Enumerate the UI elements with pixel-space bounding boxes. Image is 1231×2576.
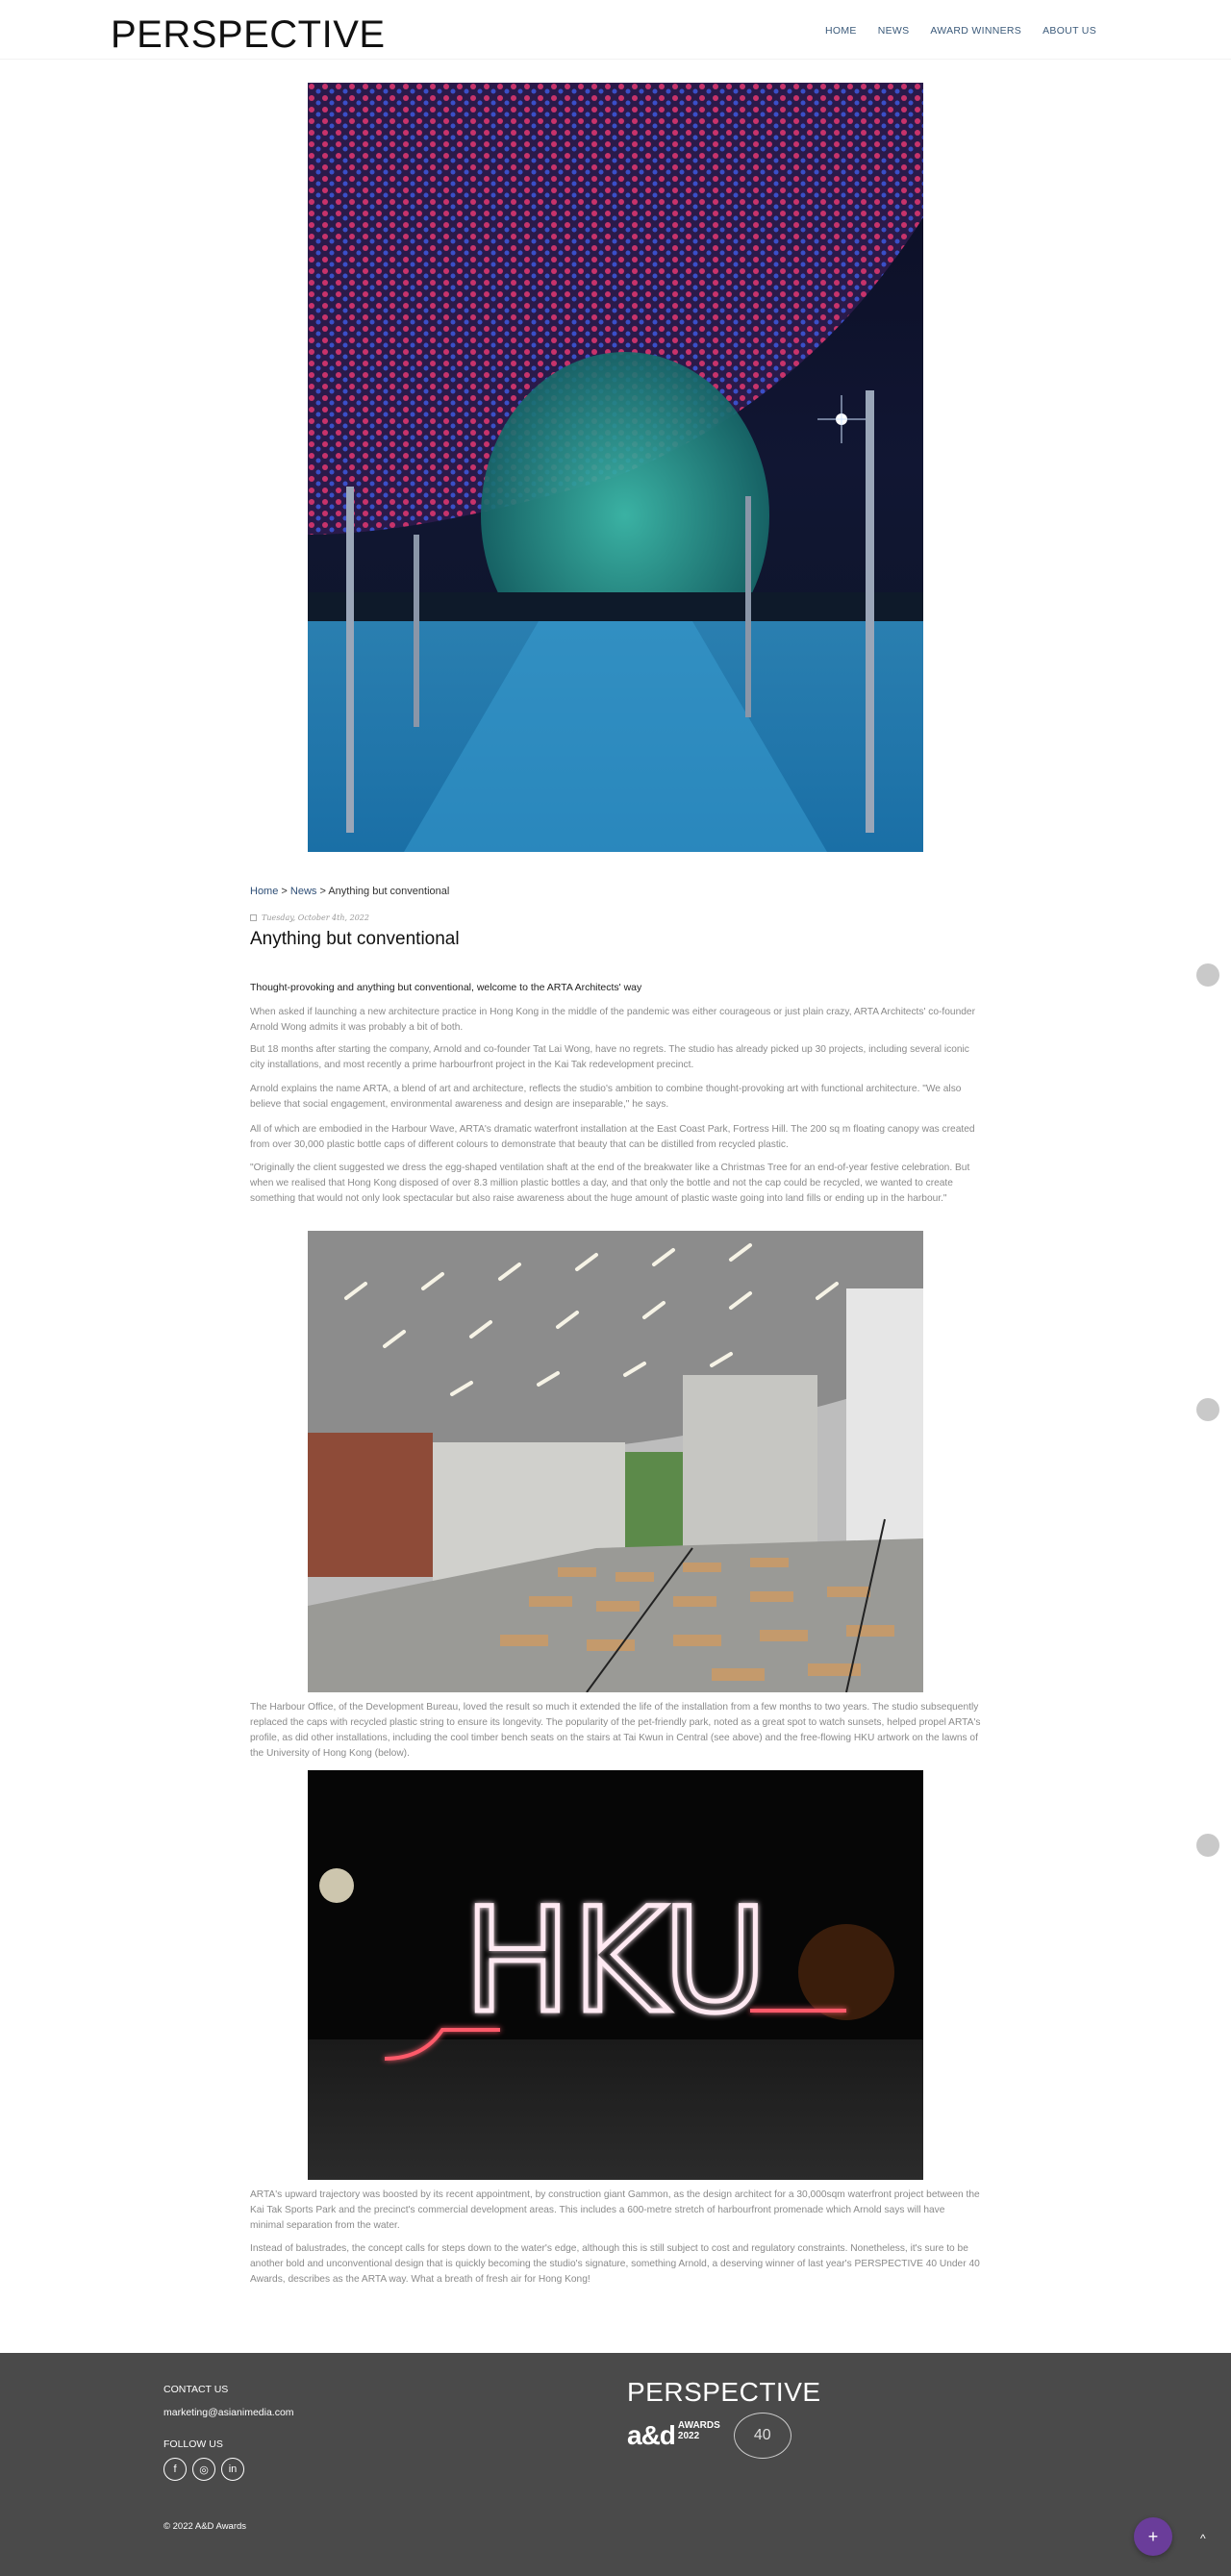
footer-email-link[interactable]: marketing@asianimedia.com	[163, 2407, 294, 2418]
article-paragraph: But 18 months after starting the company, Arnold and co-founder Tat Lai Wong, have no regrets. The studio has already picked up 30 projects, including several iconic city installations, and most recently a prime harbourfront project in the Kai Tak redevelopment precinct.	[250, 1044, 969, 1070]
breadcrumb	[250, 886, 981, 897]
calendar-icon	[250, 914, 257, 921]
article-paragraph: ARTA's upward trajectory was boosted by its recent appointment, by construction giant Gammon, as the design architect for a 30,000sqm waterfront project between the Kai Tak Sports Park and the precinct's commercial development areas. This includes a 600-metre stretch of harbourfront promenade which Arnold says will have minimal separation from the water.	[250, 2189, 980, 2231]
site-footer	[0, 2353, 1231, 2576]
site-logo[interactable]: PERSPECTIVE	[111, 13, 386, 56]
article-image-tai-kwun	[308, 1231, 923, 1692]
footer-awards-logos	[627, 2413, 791, 2459]
article-date-text: Tuesday, October 4th, 2022	[262, 913, 369, 922]
floating-action-button[interactable]: +	[1134, 2517, 1172, 2556]
scroll-marker[interactable]	[1196, 1398, 1219, 1421]
nav-award-winners[interactable]: AWARD WINNERS	[930, 25, 1022, 37]
article-paragraph: Arnold explains the name ARTA, a blend of art and architecture, reflects the studio's ambition to combine thought-provoking art with functional architecture. "We also believe that social engagement, environmental awareness and design are inseparable," he says.	[250, 1084, 962, 1110]
site-header	[0, 0, 1231, 60]
footer-follow-heading: FOLLOW US	[163, 2438, 223, 2450]
article-paragraph: All of which are embodied in the Harbour Wave, ARTA's dramatic waterfront installation at the East Coast Park, Fortress Hill. The 200 sq m floating canopy was created from over 30,000 plastic bottle caps of different colours to demonstrate that beauty that can be distilled from recycled plastic.	[250, 1124, 975, 1150]
scroll-marker[interactable]	[1196, 963, 1219, 987]
breadcrumb-news[interactable]: News	[289, 886, 317, 897]
article-paragraph: The Harbour Office, of the Development Bureau, loved the result so much it extended the life of the installation from a few months to two years. The studio subsequently replaced the caps with recycled plastic string to ensure its longevity. The popularity of the pet-friendly park, noted as a great spot to watch sunsets, helped propel ARTA's profile, as did other installations, including the cool timber bench seats on the stairs at Tai Kwun in Central (see above) and the free-flowing HKU artwork on the lawns of the University of Hong Kong (below).	[250, 1702, 981, 1759]
instagram-icon[interactable]: ◎	[192, 2458, 215, 2481]
nav-news[interactable]: NEWS	[877, 25, 910, 37]
footer-logo: PERSPECTIVE	[627, 2377, 821, 2407]
article-image-hku	[308, 1770, 923, 2180]
article-paragraph: When asked if launching a new architecture practice in Hong Kong in the middle of the pandemic was either courageous or just plain crazy, ARTA Architects' co-founder Arnold Wong admits it was probably a bit of both.	[250, 1007, 975, 1033]
ad-awards-logo	[627, 2420, 720, 2451]
article-title: Anything but conventional	[250, 929, 460, 949]
article-date	[250, 913, 981, 922]
back-to-top-icon[interactable]: ^	[1200, 2532, 1206, 2545]
hku-neon-text: HKU	[463, 1878, 768, 2045]
facebook-icon[interactable]: f	[163, 2458, 187, 2481]
linkedin-icon[interactable]: in	[221, 2458, 244, 2481]
footer-copyright: © 2022 A&D Awards	[163, 2521, 247, 2532]
40-under-40-badge: 40	[734, 2413, 791, 2459]
article-paragraph: "Originally the client suggested we dress the egg-shaped ventilation shaft at the end of the breakwater like a Christmas Tree for an end-of-year festive celebration. But when we realised that Hong Kong disposed of over 8.3 million plastic bottles a day, and that only the bottle and not the cap could be recycled, we wanted to create something that would not only look spectacular but also raise awareness about the huge amount of plastic waste going into land fills or ending up in the harbour."	[250, 1163, 970, 1204]
article-lead: Thought-provoking and anything but conventional, welcome to the ARTA Architects' way	[250, 982, 642, 993]
nav-about-us[interactable]: ABOUT US	[1043, 25, 1096, 37]
breadcrumb-home[interactable]: Home	[250, 886, 279, 897]
ad-awards-text: AWARDS	[677, 2420, 720, 2431]
footer-contact-heading: CONTACT US	[163, 2384, 229, 2395]
nav-home[interactable]: HOME	[824, 25, 857, 37]
ad-logo-text: a&d	[627, 2420, 675, 2450]
breadcrumb-separator: >	[316, 886, 329, 897]
breadcrumb-separator: >	[278, 886, 290, 897]
scroll-marker[interactable]	[1196, 1834, 1219, 1857]
breadcrumb-current: Anything but conventional	[328, 886, 450, 897]
article-paragraph: Instead of balustrades, the concept calls for steps down to the water's edge, although this is still subject to cost and regulatory constraints. Nonetheless, it's sure to be another bold and unconventional design that is quickly becoming the studio's signature, something Arnold, a deserving winner of last year's PERSPECTIVE 40 Under 40 Awards, describes as the ARTA way. What a breath of fresh air for Hong Kong!	[250, 2243, 980, 2285]
hero-image	[308, 83, 923, 852]
main-nav	[825, 25, 1096, 37]
social-links	[163, 2458, 244, 2481]
ad-year-text: 2022	[677, 2431, 700, 2441]
